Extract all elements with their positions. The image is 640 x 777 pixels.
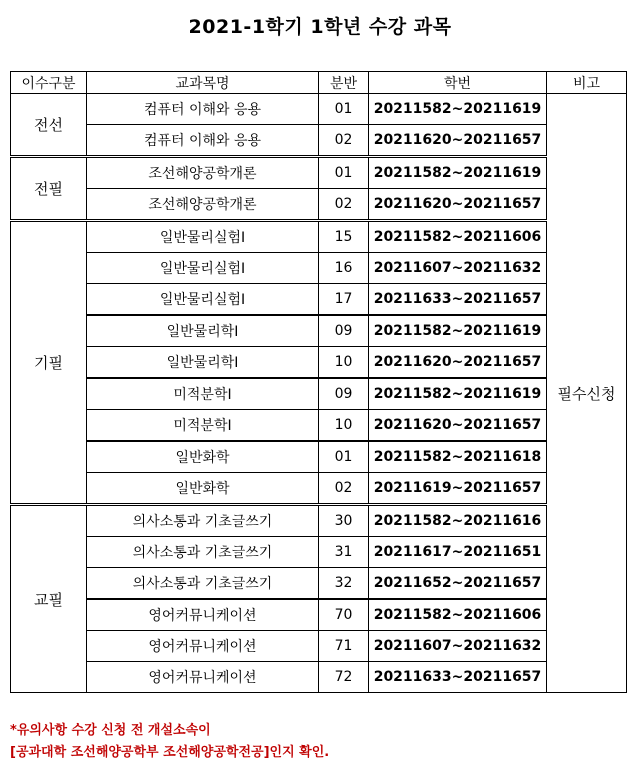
course-name-cell: 컴퓨터 이해와 응용 (87, 125, 319, 157)
header-section: 분반 (319, 72, 369, 94)
course-name-cell: 조선해양공학개론 (87, 157, 319, 189)
header-category: 이수구분 (11, 72, 87, 94)
page-title: 2021-1학기 1학년 수강 과목 (188, 16, 452, 38)
table-row (11, 505, 627, 537)
section-cell: 02 (319, 125, 369, 157)
section-cell: 01 (319, 94, 369, 125)
notice-line-1: *유의사항 수강 신청 전 개설소속이 (10, 723, 211, 738)
table-body (11, 94, 627, 693)
student-id-range-cell: 20211607~20211632 (369, 253, 547, 284)
section-cell: 31 (319, 537, 369, 568)
student-id-range-cell: 20211620~20211657 (369, 410, 547, 442)
student-id-range-cell: 20211620~20211657 (369, 347, 547, 379)
course-name-cell: 일반물리실험Ⅰ (87, 284, 319, 316)
section-cell: 10 (319, 410, 369, 442)
table-row (11, 315, 627, 347)
section-cell: 15 (319, 221, 369, 253)
table-row (11, 537, 627, 568)
table-row (11, 221, 627, 253)
notice (10, 720, 630, 764)
section-cell: 17 (319, 284, 369, 316)
student-id-range-cell: 20211652~20211657 (369, 568, 547, 600)
section-cell: 02 (319, 473, 369, 505)
student-id-range-cell: 20211582~20211619 (369, 315, 547, 347)
student-id-range-cell: 20211633~20211657 (369, 662, 547, 693)
student-id-range-cell: 20211620~20211657 (369, 125, 547, 157)
course-name-cell: 일반물리실험Ⅰ (87, 253, 319, 284)
student-id-range-cell: 20211617~20211651 (369, 537, 547, 568)
section-cell: 02 (319, 189, 369, 221)
category-cell: 전필 (11, 157, 87, 221)
table-row (11, 662, 627, 693)
table-row (11, 441, 627, 473)
section-cell: 32 (319, 568, 369, 600)
student-id-range-cell: 20211582~20211618 (369, 441, 547, 473)
table-row (11, 599, 627, 631)
section-cell: 10 (319, 347, 369, 379)
header-note: 비고 (547, 72, 627, 94)
table-row (11, 410, 627, 442)
course-name-cell: 의사소통과 기초글쓰기 (87, 537, 319, 568)
course-name-cell: 일반물리학Ⅰ (87, 347, 319, 379)
course-name-cell: 의사소통과 기초글쓰기 (87, 505, 319, 537)
course-name-cell: 일반물리실험Ⅰ (87, 221, 319, 253)
table-row (11, 631, 627, 662)
table-row (11, 473, 627, 505)
table-row (11, 94, 627, 125)
student-id-range-cell: 20211582~20211619 (369, 378, 547, 410)
student-id-range-cell: 20211582~20211619 (369, 94, 547, 125)
header-student-ids: 학번 (369, 72, 547, 94)
table-row (11, 125, 627, 157)
section-cell: 01 (319, 441, 369, 473)
section-cell: 71 (319, 631, 369, 662)
table-row (11, 347, 627, 379)
student-id-range-cell: 20211582~20211619 (369, 157, 547, 189)
section-cell: 70 (319, 599, 369, 631)
student-id-range-cell: 20211619~20211657 (369, 473, 547, 505)
section-cell: 09 (319, 315, 369, 347)
student-id-range-cell: 20211633~20211657 (369, 284, 547, 316)
student-id-range-cell: 20211582~20211606 (369, 599, 547, 631)
section-cell: 01 (319, 157, 369, 189)
course-name-cell: 조선해양공학개론 (87, 189, 319, 221)
table-row (11, 157, 627, 189)
note-cell: 필수신청 (547, 94, 627, 693)
category-cell: 교필 (11, 505, 87, 693)
header-course: 교과목명 (87, 72, 319, 94)
category-cell: 기필 (11, 221, 87, 505)
course-table (10, 71, 627, 693)
course-name-cell: 일반화학 (87, 473, 319, 505)
category-cell: 전선 (11, 94, 87, 157)
course-name-cell: 영어커뮤니케이션 (87, 662, 319, 693)
table-row (11, 378, 627, 410)
course-name-cell: 일반화학 (87, 441, 319, 473)
section-cell: 09 (319, 378, 369, 410)
section-cell: 30 (319, 505, 369, 537)
table-row (11, 253, 627, 284)
notice-line-2: [공과대학 조선해양공학부 조선해양공학전공]인지 확인. (10, 745, 330, 760)
student-id-range-cell: 20211582~20211616 (369, 505, 547, 537)
student-id-range-cell: 20211582~20211606 (369, 221, 547, 253)
course-name-cell: 영어커뮤니케이션 (87, 599, 319, 631)
student-id-range-cell: 20211620~20211657 (369, 189, 547, 221)
table-header-row (11, 72, 627, 94)
table-row (11, 189, 627, 221)
course-name-cell: 일반물리학Ⅰ (87, 315, 319, 347)
section-cell: 72 (319, 662, 369, 693)
course-name-cell: 영어커뮤니케이션 (87, 631, 319, 662)
table-row (11, 284, 627, 316)
course-name-cell: 컴퓨터 이해와 응용 (87, 94, 319, 125)
section-cell: 16 (319, 253, 369, 284)
course-name-cell: 미적분학Ⅰ (87, 378, 319, 410)
course-name-cell: 의사소통과 기초글쓰기 (87, 568, 319, 600)
table-row (11, 568, 627, 600)
student-id-range-cell: 20211607~20211632 (369, 631, 547, 662)
course-name-cell: 미적분학Ⅰ (87, 410, 319, 442)
